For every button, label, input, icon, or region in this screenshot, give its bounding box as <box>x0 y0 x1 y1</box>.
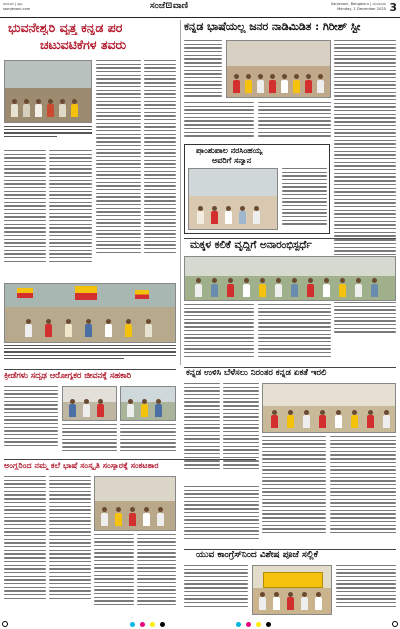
crosshair-icon <box>2 621 8 627</box>
black-dot-icon <box>160 622 165 627</box>
section-divider <box>184 367 396 368</box>
section-divider <box>184 238 396 239</box>
section-divider <box>4 459 256 460</box>
article-7-body-col-1 <box>4 476 46 616</box>
cyan-dot-icon <box>236 622 241 627</box>
article-2-body-col-1 <box>184 40 222 100</box>
article-2-body-col-3 <box>258 102 331 142</box>
masthead-right <box>331 2 386 11</box>
article-8-photo <box>252 565 332 615</box>
article-6-body-col-1 <box>4 386 58 456</box>
crosshair-icon <box>392 621 398 627</box>
masthead-section: ಕರ್ನಾಟಕ | ಪುಟ <box>3 2 23 6</box>
article-6-photo-1 <box>62 386 117 421</box>
magenta-dot-icon <box>246 622 251 627</box>
article-3-headline-line-1: ಪ್ರಾಂಶುಪಾಲ ನರಸಿಂಹಯ್ಯ <box>196 146 263 155</box>
article-1-photo-1 <box>4 60 92 123</box>
article-5-photo <box>262 383 396 433</box>
article-5-body-col-5 <box>184 486 259 546</box>
article-1-photo-1-caption <box>4 126 92 146</box>
article-5-body-col-3 <box>262 436 326 546</box>
article-3-body <box>282 168 327 230</box>
article-7-body-col-2 <box>49 476 91 616</box>
article-4-body-col-1 <box>184 304 254 364</box>
article-1-body-col-4 <box>144 60 176 280</box>
article-6-headline: ಕ್ರೀಡೆಗಳು ಸದೃಢ ಆರೋಗ್ಯಕರ ಜೀವನಕ್ಕೆ ಸಹಕಾರಿ <box>4 371 132 380</box>
flag-icon <box>17 288 33 298</box>
section-divider <box>184 549 396 550</box>
article-8-body-col-1 <box>184 565 248 615</box>
masthead-edition: Sanjevani, Bengaluru | ಬೆಂಗಳೂರು <box>330 2 386 6</box>
section-divider <box>4 369 176 370</box>
yellow-dot-icon <box>150 622 155 627</box>
yellow-dot-icon <box>256 622 261 627</box>
article-3-headline-line-2: ಅವರಿಗೆ ಸನ್ಮಾನ <box>212 156 252 165</box>
article-4-body-col-2 <box>258 304 331 364</box>
article-8-body-col-2 <box>336 565 396 615</box>
article-1-body-col-3 <box>96 60 141 280</box>
masthead-left <box>3 2 30 11</box>
banner-shape <box>263 572 323 588</box>
article-6-body-col-3 <box>120 424 176 456</box>
article-2-body-col-right <box>334 40 396 360</box>
article-4-photo <box>184 256 396 301</box>
article-1-body-col-1 <box>4 150 46 280</box>
article-6-photo-2 <box>120 386 176 421</box>
article-1-photo-2-caption <box>4 345 176 367</box>
article-5-headline: ಕನ್ನಡ ಉಳಿಸಿ ಬೆಳೆಸಲು ನಿರಂತರ ಕನ್ನಡ ಏಕತೆ ಇರಲಿ <box>186 369 327 378</box>
article-7-body-col-3 <box>94 534 134 616</box>
masthead-website: samjevani.com <box>3 6 31 11</box>
cyan-dot-icon <box>130 622 135 627</box>
article-6-body-col-2 <box>62 424 117 456</box>
article-5-body-col-4 <box>330 436 396 546</box>
article-1-body-col-2 <box>49 150 92 280</box>
article-2-photo <box>226 40 331 98</box>
article-8-headline: ಯುವ ಕಾಂಗ್ರೆಸ್‌ನಿಂದ ವಿಶೇಷ ಪೂಜೆ ಸಲ್ಲಿಕೆ <box>196 551 319 560</box>
page-number: 3 <box>389 1 397 14</box>
flag-icon <box>135 290 149 299</box>
article-2-headline: ಕನ್ನಡ ಭಾಷೆಯಲ್ಲ ಜನರ ನಾಡಿಮಿಡಿತ : ಗಿರೀಶ್ ಸ್ಟೀ <box>184 21 361 33</box>
masthead-date: Monday, 1 December 2025 <box>337 6 386 11</box>
black-dot-icon <box>266 622 271 627</box>
newspaper-title: ಸಂಜೆ⊡ವಾಣಿ <box>150 1 189 11</box>
article-7-photo <box>94 476 176 531</box>
article-1-headline-line-2: ಚಟುವಟಿಕೆಗಳ ತವರು <box>40 38 127 52</box>
magenta-dot-icon <box>140 622 145 627</box>
article-1-headline-line-1: ಭುವನೇಶ್ವರಿ ವೃತ್ತ ಕನ್ನಡ ಪರ <box>8 21 123 35</box>
article-7-headline: ಅಂಗ್ಲರಿಂದ ನಮ್ಮ ಕಲೆ ಭಾಷೆ ಸಂಸ್ಕೃತಿ ಸಂಸ್ಕಾರಕ್ಕೆ ಸಂಕಟಕಾರ <box>4 461 159 470</box>
article-4-headline: ಮಕ್ಕಳ ಕಲಿಕೆ ವೃದ್ಧಿಗೆ ಅನಾರಂಭಿಸ್ಪರ್ಧೆ <box>190 240 312 251</box>
article-7-body-col-4 <box>137 534 176 616</box>
article-2-body-col-2 <box>184 102 254 142</box>
article-1-photo-2 <box>4 283 176 343</box>
masthead <box>0 0 400 18</box>
article-3-photo <box>188 168 278 230</box>
column-rule <box>180 20 181 365</box>
flag-icon <box>75 286 97 300</box>
